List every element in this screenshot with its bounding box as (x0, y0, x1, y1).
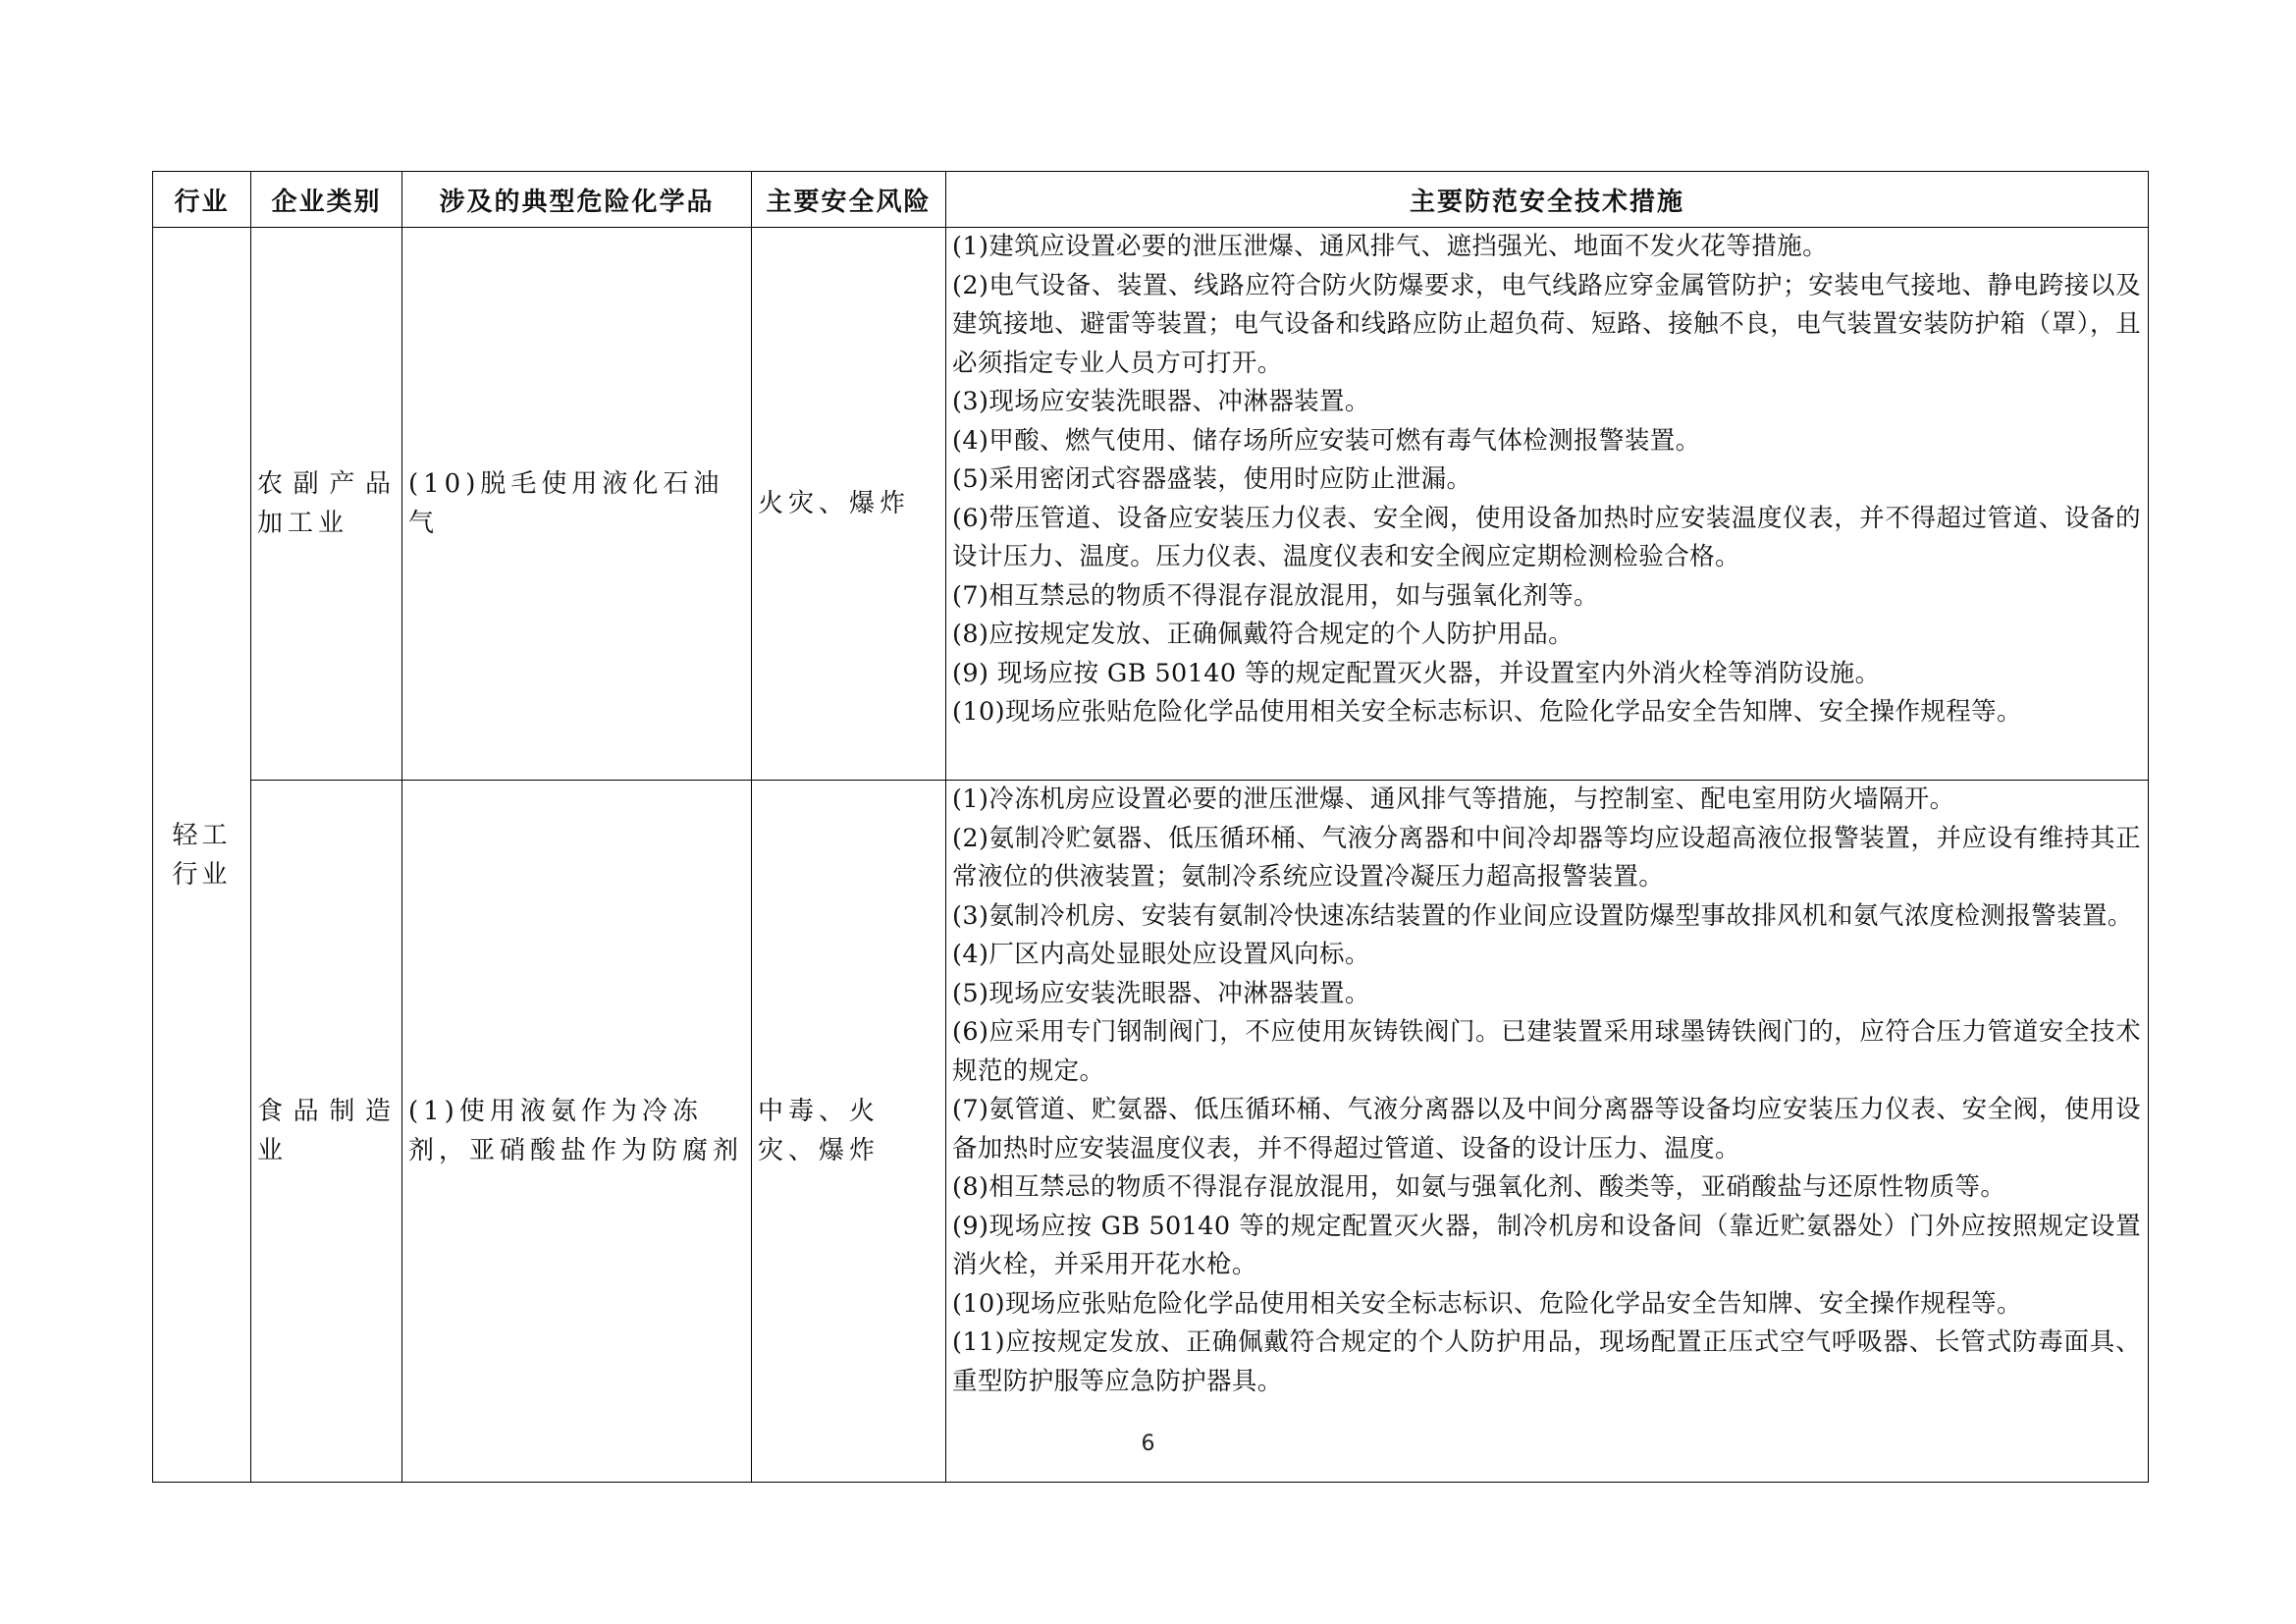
hazard-measures-table (152, 171, 2149, 1483)
measure-item: (3)现场应安装洗眼器、冲淋器装置。 (952, 387, 1370, 416)
chemicals-cell: (1)使用液氨作为冷冻剂，亚硝酸盐作为防腐剂 (402, 781, 752, 1483)
table-row (153, 781, 2149, 1483)
measure-item: (9)现场应按 GB 50140 等的规定配置灭火器，制冷机房和设备间（靠近贮氨器处）门外应按照规定设置消火栓，并采用开花水枪。 (952, 1211, 2141, 1279)
measures-cell (946, 781, 2149, 1483)
measure-item: (4)厂区内高处显眼处应设置风向标。 (952, 940, 1370, 969)
measure-item: (7)氨管道、贮氨器、低压循环桶、气液分离器以及中间分离器等设备均应安装压力仪表、安全阀，使用设备加热时应安装温度仪表，并不得超过管道、设备的设计压力、温度。 (952, 1095, 2141, 1164)
measure-item: (10)现场应张贴危险化学品使用相关安全标志标识、危险化学品安全告知牌、安全操作规程等。 (952, 1288, 2022, 1319)
measure-item: (8)相互禁忌的物质不得混存混放混用，如氨与强氧化剂、酸类等，亚硝酸盐与还原性物质等。 (952, 1172, 2006, 1202)
industry-cell: 轻工行业 (153, 228, 251, 1483)
measure-item: (1)冷冻机房应设置必要的泄压泄爆、通风排气等措施，与控制室、配电室用防火墙隔开。 (952, 785, 1955, 814)
measure-item: (2)电气设备、装置、线路应符合防火防爆要求，电气线路应穿金属管防护；安装电气接地、静电跨接以及建筑接地、避雷等装置；电气设备和线路应防止超负荷、短路、接触不良，电气装置安装防护箱（罩），且必须指定专业人员方可打开。 (952, 270, 2141, 378)
risks-cell: 火灾、爆炸 (752, 228, 946, 781)
header-chemicals: 涉及的典型危险化学品 (402, 172, 752, 228)
risks-cell: 中毒、火灾、爆炸 (752, 781, 946, 1483)
header-industry: 行业 (153, 172, 251, 228)
header-measures: 主要防范安全技术措施 (946, 172, 2149, 228)
measure-item: (8)应按规定发放、正确佩戴符合规定的个人防护用品。 (952, 620, 1575, 649)
measure-item: (6)带压管道、设备应安装压力仪表、安全阀，使用设备加热时应安装温度仪表，并不得超过管道、设备的设计压力、温度。压力仪表、温度仪表和安全阀应定期检测检验合格。 (952, 503, 2141, 571)
measure-item: (3)氨制冷机房、安装有氨制冷快速冻结装置的作业间应设置防爆型事故排风机和氨气浓度检测报警装置。 (952, 900, 2133, 931)
measure-item: (2)氨制冷贮氨器、低压循环桶、气液分离器和中间冷却器等均应设超高液位报警装置，并应设有维持其正常液位的供液装置；氨制冷系统应设置冷凝压力超高报警装置。 (952, 823, 2141, 892)
measure-item: (6)应采用专门钢制阀门，不应使用灰铸铁阀门。已建装置采用球墨铸铁阀门的，应符合压力管道安全技术规范的规定。 (952, 1017, 2141, 1086)
header-risks: 主要安全风险 (752, 172, 946, 228)
measure-item: (10)现场应张贴危险化学品使用相关安全标志标识、危险化学品安全告知牌、安全操作规程等。 (952, 697, 2022, 727)
measure-item: (5)采用密闭式容器盛装，使用时应防止泄漏。 (952, 464, 1472, 494)
page-number: 6 (1141, 1432, 1155, 1456)
measure-item: (7)相互禁忌的物质不得混存混放混用，如与强氧化剂等。 (952, 580, 1599, 611)
measures-cell (946, 228, 2149, 781)
category-cell: 食品制造业 (251, 781, 402, 1483)
table-row (153, 228, 2149, 781)
measure-item: (4)甲酸、燃气使用、储存场所应安装可燃有毒气体检测报警装置。 (952, 425, 1701, 456)
measure-item: (5)现场应安装洗眼器、冲淋器装置。 (952, 978, 1370, 1008)
table-header-row (153, 172, 2149, 228)
measure-item: (9) 现场应按 GB 50140 等的规定配置灭火器，并设置室内外消火栓等消防设施。 (952, 658, 1881, 688)
measure-item: (11)应按规定发放、正确佩戴符合规定的个人防护用品，现场配置正压式空气呼吸器、长管式防毒面具、重型防护服等应急防护器具。 (952, 1327, 2141, 1396)
header-category: 企业类别 (251, 172, 402, 228)
measure-item: (1)建筑应设置必要的泄压泄爆、通风排气、遮挡强光、地面不发火花等措施。 (952, 232, 1829, 261)
category-cell: 农副产品加工业 (251, 228, 402, 781)
chemicals-cell: (10)脱毛使用液化石油气 (402, 228, 752, 781)
